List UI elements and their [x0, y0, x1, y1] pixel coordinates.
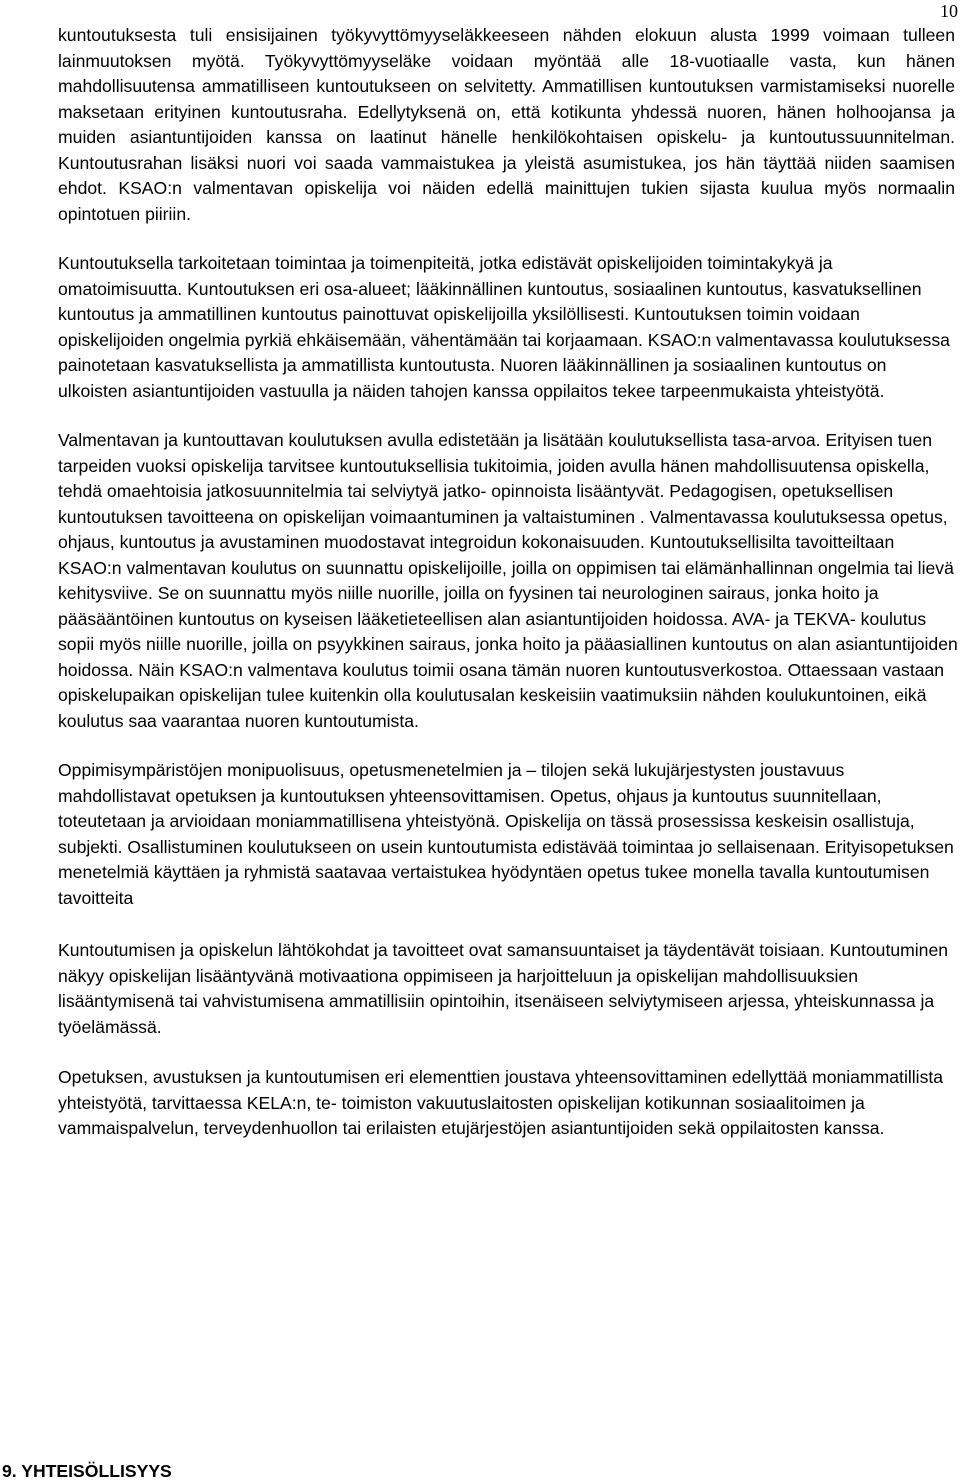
paragraph-disability-pension: kuntoutuksesta tuli ensisijainen työkyvyttömyyseläkkeeseen nähden elokuun alusta 1999 voimaan tulleen lainmuutoksen myötä. Työkyvyttömyyseläke voidaan myöntää alle 18-vuotiaalle vasta, kun hänen mahdollisuutensa ammatilliseen kuntoutukseen on selvitetty. Ammatillisen kuntoutuksen varmistamiseksi nuorelle maksetaan erityinen kuntoutusraha. Edellytyksenä on, että kotikunta yhdessä nuoren, hänen holhoojansa ja muiden asiantuntijoiden kanssa on laatinut hänelle henkilökohtaisen opiskelu- ja kuntoutussuunnitelman. Kuntoutusrahan lisäksi nuori voi saada vammaistukea ja yleistä asumistukea, jos hän täyttää niiden saamisen ehdot. KSAO:n valmentavan opiskelija voi näiden edellä mainittujen tukien sijasta kuulua myös normaalin opintotuen piiriin.	[58, 25, 955, 224]
paragraph-rehabilitation-definition: Kuntoutuksella tarkoitetaan toimintaa ja toimenpiteitä, jotka edistävät opiskelijoiden toimintakykyä ja omatoimisuutta. Kuntoutuksen eri osa-alueet; lääkinnällinen kuntoutus, sosiaalinen kuntoutus, kasvatuksellinen kuntoutus ja ammatillinen kuntoutus painottuvat opiskelijoilla yksilöllisesti. Kuntoutuksen toimin voidaan opiskelijoiden ongelmia pyrkiä ehkäisemään, vähentämään tai korjaamaan. KSAO:n valmentavassa koulutuksessa painotetaan kasvatuksellista ja ammatillista kuntoutusta. Nuoren lääkinnällinen ja sosiaalinen kuntoutus on ulkoisten asiantuntijoiden vastuulla ja näiden tahojen kanssa oppilaitos tekee tarpeenmukaista yhteistyötä.	[58, 253, 950, 401]
page-body	[58, 23, 958, 1142]
section-heading: 9. YHTEISÖLLISYYS	[2, 1461, 172, 1481]
paragraph-learning-environments: Oppimisympäristöjen monipuolisuus, opetusmenetelmien ja – tilojen sekä lukujärjestysten joustavuus mahdollistavat opetuksen ja kuntoutuksen yhteensovittamisen. Opetus, ohjaus ja kuntoutus suunnitellaan, toteutetaan ja arvioidaan moniammatillisena yhteistyönä. Opiskelija on tässä prosessissa keskeisin osallistuja, subjekti. Osallistuminen koulutukseen on usein kuntoutumista edistävää toimintaa jo sellaisenaan. Erityisopetuksen menetelmiä käyttäen ja ryhmistä saatavaa vertaistukea hyödyntäen opetus tukee monella tavalla kuntoutumisen tavoitteita	[58, 760, 954, 908]
paragraph-preparatory-training: Valmentavan ja kuntouttavan koulutuksen avulla edistetään ja lisätään koulutuksellista tasa-arvoa. Erityisen tuen tarpeiden vuoksi opiskelija tarvitsee kuntoutuksellisia tukitoimia, joiden avulla hänen mahdollisuutensa opiskella, tehdä omaehtoisia jatkosuunnitelmia tai selviytyä jatko- opinnoista lisääntyvät. Pedagogisen, opetuksellisen kuntoutuksen tavoitteena on opiskelijan voimaantuminen ja valtaistuminen . Valmentavassa koulutuksessa opetus, ohjaus, kuntoutus ja avustaminen muodostavat integroidun kokonaisuuden. Kuntoutuksellisilta tavoitteiltaan KSAO:n valmentavan koulutus on suunnattu opiskelijoille, joilla on oppimisen tai elämänhallinnan ongelmia tai lievä kehitysviive. Se on suunnattu myös niille nuorille, joilla on fyysinen tai neurologinen sairaus, jonka hoito ja pääsääntöinen kuntoutus on kyseisen lääketieteellisen alan asiantuntijoiden hoidossa. AVA- ja TEKVA- koulutus sopii myös niille nuorille, joilla on psyykkinen sairaus, jonka hoito ja pääasiallinen kuntoutus on alan asiantuntijoiden hoidossa. Näin KSAO:n valmentava koulutus toimii osana tämän nuoren kuntoutusverkostoa. Ottaessaan vastaan opiskelupaikan opiskelijan tulee kuitenkin olla koulutusalan keskeisiin vaatimuksiin nähden koulukuntoinen, eikä koulutus saa vaarantaa nuoren kuntoutumista.	[58, 430, 958, 731]
paragraph-rehabilitation-goals: Kuntoutumisen ja opiskelun lähtökohdat ja tavoitteet ovat samansuuntaiset ja täydentävät toisiaan. Kuntoutuminen näkyy opiskelijan lisääntyvänä motivaationa oppimiseen ja harjoitteluun ja opiskelijan mahdollisuuksien lisääntymisenä tai vahvistumisena ammatillisiin opintoihin, itsenäiseen selviytymiseen arjessa, yhteiskunnassa ja työelämässä.	[58, 940, 949, 1037]
page-number: 10	[940, 1, 958, 21]
paragraph-multiprofessional-cooperation: Opetuksen, avustuksen ja kuntoutumisen eri elementtien joustava yhteensovittaminen edellyttää moniammatillista yhteistyötä, tarvittaessa KELA:n, te- toimiston vakuutuslaitosten opiskelijan kotikunnan sosiaalitoimen ja vammaispalvelun, terveydenhuollon tai erilaisten etujärjestöjen asiantuntijoiden sekä oppilaitosten kanssa.	[58, 1067, 944, 1138]
